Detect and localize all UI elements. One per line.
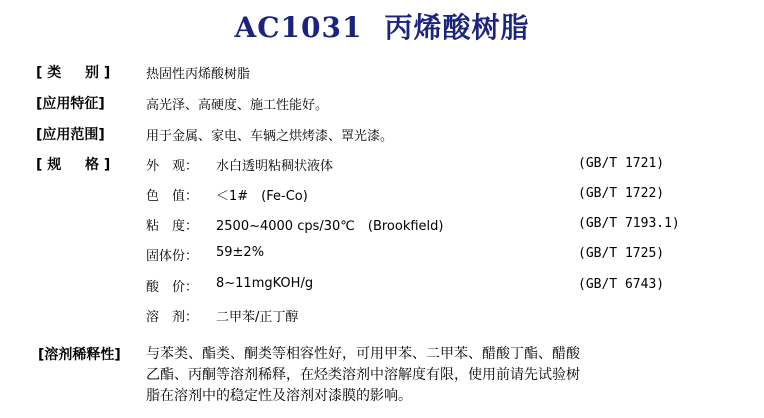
- specs-label: [ 规 格 ]: [36, 157, 111, 173]
- spec-standard: (GB/T 1721): [578, 156, 665, 171]
- spec-value: 二甲苯/正丁醇: [216, 310, 299, 325]
- spec-key: 固体份：: [146, 249, 199, 264]
- applications-value: 用于金属、家电、车辆之烘烤漆、罩光漆。: [146, 129, 394, 144]
- product-code: AC1031: [234, 11, 363, 44]
- dilution-line: 与苯类、酯类、酮类等相容性好，可用甲苯、二甲苯、醋酸丁酯、醋酸: [146, 346, 580, 362]
- spec-key: 粘 度：: [146, 219, 199, 234]
- product-name: 丙烯酸树脂: [384, 11, 530, 44]
- spec-value: 59±2%: [216, 245, 265, 260]
- dilution-paragraph: [146, 344, 686, 407]
- applications-label: [应用范围]: [36, 127, 105, 143]
- spec-value: 2500~4000 cps/30℃ (Brookfield): [216, 219, 444, 234]
- spec-key: 溶 剂：: [146, 310, 199, 325]
- dilution-line: 脂在溶剂中的稳定性及溶剂对漆膜的影响。: [146, 388, 412, 404]
- dilution-label: [溶剂稀释性]: [38, 347, 121, 363]
- spec-standard: (GB/T 6743): [578, 277, 665, 292]
- features-value: 高光泽、高硬度、施工性能好。: [146, 98, 329, 113]
- dilution-line: 乙酯、丙酮等溶剂稀释，在烃类溶剂中溶解度有限，使用前请先试验树: [146, 367, 580, 383]
- spec-key: 外 观：: [146, 159, 199, 174]
- spec-value: 水白透明粘稠状液体: [216, 159, 334, 174]
- spec-key: 色 值：: [146, 189, 199, 204]
- category-value: 热固性丙烯酸树脂: [146, 67, 251, 82]
- category-label: [ 类 别 ]: [36, 65, 111, 81]
- spec-standard: (GB/T 7193.1): [578, 216, 680, 231]
- features-label: [应用特征]: [36, 96, 105, 112]
- spec-key: 酸 价：: [146, 280, 199, 295]
- page-title: [0, 6, 764, 46]
- spec-standard: (GB/T 1722): [578, 186, 665, 201]
- spec-value: 8~11mgKOH/g: [216, 276, 314, 291]
- spec-standard: (GB/T 1725): [578, 246, 665, 261]
- spec-value: ＜1# (Fe-Co): [216, 189, 308, 204]
